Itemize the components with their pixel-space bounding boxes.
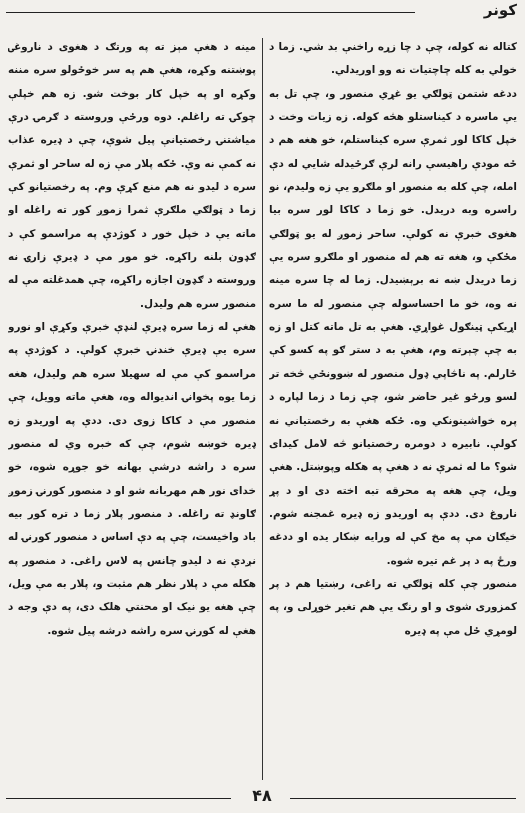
paragraph: ددغه شتمن ټولګي يو غړي منصور و، چې تل به يې ماسره د کيناستلو هڅه کوله. زه زيات وخت د خپل کاکا لور ثمرې سره کيناستلم، خو هغه هم د ځه مودې راهيسې رانه لرې ګرځيدله شايي له دې امله، چې کله به منصور او ملګرو يې زه وليدم، نو راسره وبه دريدل. خو زما د کاکا لور سره بيا هغوی خبرې نه کولې. ساحر زموږ له يو ټولګي مځکې و، هغه ته هم له منصور او ملګرو سره يې زما دريدل ښه نه برېښيدل. زما له چا سره مينه نه وه، خو ما احساسوله چې منصور له ما سره اړيکې ټينګول غواړي. هغې به تل ماته کتل او زه به چې چېرته وم، هغې به د ستر ګو په کسو کې ځارلم. په ناڅاپي ډول منصور له ښوونځي څخه تر لسو ورځو غير حاضر شو، چې زما د زما لپاره د پره خواشينونکي وه. ځکه هغې به رخصتياني نه کولې. نابيره د دومره رخصتيانو څه لامل کيدای شو؟ ما له ثمرې نه د هغې په هکله وپوښتل. هغې ويل، چې هغه په محرقه تبه اخته دی او د پړ ناروغ دی. ددې په اوريدو زه ډيره غمجنه شوم. خيګان مې په مخ کې له ورايه ښکار يده او ددغه ورځ په د پر غم تيره شوه.	[269, 87, 517, 567]
header-rule	[6, 12, 415, 13]
paragraph: هغې له زما سره ډيرې لنډې خبرې وکړې او نورو سره يې ډيرې خندنۍ خبرې کولې. د کوژدې په مراسمو کې مې له سهيلا سره هم وليدل، هغه زما يوه پخوانۍ انديواله وه، هغې ماته وويل، چې منصور مې د کاکا زوی دی. ددې په اوريدو زه ډيره خوښه شوم، چې که خبره وي له منصور سره د راشه درشې بهانه خو جوړه شوه، خو خدای نور هم مهربانه شو او د منصور کورنۍ زموږ ګاونډ ته راغله. د منصور پلار زما د تره کور بيه باد واخيست، چې په دې اساس د منصور کورنۍ له نږدې نه د ليدو چانس په لاس راغی. د منصور په هکله مې د پلار نظر هم مثبت و، پلار به مې ويل، چې هغه يو نيک او محنتي هلک دی، په دې وجه د هغې له کورنۍ سره راشه درشه پيل شوه.	[8, 321, 256, 637]
paragraph: مينه د هغې مېز ته په ورتګ د هغوی د ناروغۍ پوښتنه وکړه، هغې هم په سر خوځولو سره مننه وکړه او په خپل کار بوخت شو. زه هم خپلې چوکۍ ته راغلم. دوه ورځې وروسته د ګرمۍ درې مياشتنۍ رخصتيانې پيل شوې، چې د ډيره عذاب نه کمې نه وې. ځکه پلار مې زه له ساحر او ثمرې سره د ليدو نه هم منع کړې وم. په رخصتيانو کې زما د ټولګي ملګرې ثمرا زموږ کور ته راغله او ماته يې د خپل خور د کوژدې په مراسمو کې د ګډون بلنه راکړه. خو مور مې د ډيرې زارۍ نه وروسته د ګډون اجازه راکړه، چې همدغلته مې له منصور سره هم وليدل.	[8, 41, 256, 310]
magazine-title: کونر	[483, 1, 517, 19]
page-number: ۴۸	[252, 786, 272, 805]
column-divider	[262, 38, 263, 780]
page-header	[0, 0, 525, 28]
footer-rule	[290, 798, 516, 799]
left-column	[8, 36, 256, 774]
paragraph: منصور چې کله ټولګي ته راغی، رښتيا هم د پر کمزوری شوی و او رنګ يې هم تغير خوړلی و، په لومړي ځل مې په ډيره	[269, 577, 517, 637]
page-footer	[0, 786, 525, 813]
right-column	[269, 36, 517, 774]
paragraph: کتاله نه کوله، چې د چا زړه راخنې بد شي. زما د خولي به کله چاچتيات نه وو اوريدلي.	[269, 41, 517, 77]
footer-rule	[6, 798, 231, 799]
